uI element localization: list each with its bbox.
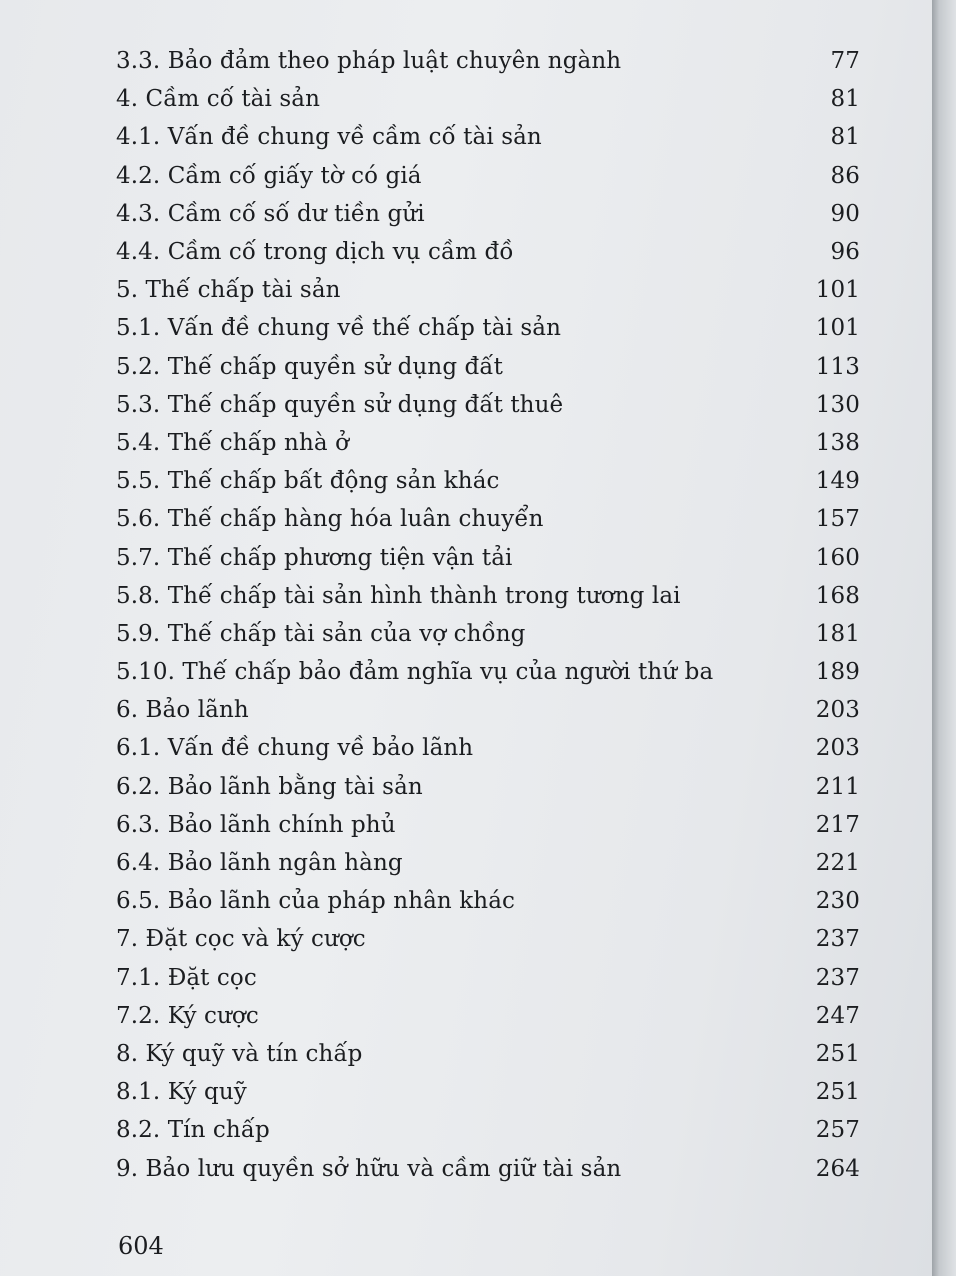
toc-entry-page: 237 [815,964,860,991]
toc-entry [116,920,860,958]
toc-entry-page: 77 [830,48,860,75]
toc-entry-page: 101 [815,315,860,342]
toc-entry [116,462,860,500]
toc-entry-title: 8.2. Tín chấp [116,1117,270,1144]
toc-entry-page: 230 [815,888,860,915]
toc-entry-page: 211 [815,773,860,800]
toc-entry-title: 5.3. Thế chấp quyền sử dụng đất thuê [116,391,564,418]
toc-entry-title: 8.1. Ký quỹ [116,1079,247,1106]
toc-entry-page: 264 [815,1155,860,1182]
toc-entry-title: 6.4. Bảo lãnh ngân hàng [116,850,403,877]
toc-entry-page: 138 [815,429,860,456]
toc-entry [116,615,860,653]
toc-entry-page: 237 [815,926,860,953]
toc-entry-title: 5.10. Thế chấp bảo đảm nghĩa vụ của người thứ ba [116,659,714,686]
toc-entry [116,233,860,271]
toc-entry-title: 4.3. Cầm cố số dư tiền gửi [116,200,425,227]
toc-entry-page: 203 [815,735,860,762]
toc-entry [116,118,860,156]
toc-entry [116,80,860,118]
toc-entry [116,271,860,309]
toc-entry-page: 86 [830,162,860,189]
page-number: 604 [118,1232,164,1260]
toc-entry-page: 181 [815,620,860,647]
toc-entry [116,348,860,386]
toc-entry-page: 157 [815,506,860,533]
toc-entry-page: 247 [815,1002,860,1029]
toc-entry-title: 4.1. Vấn đề chung về cầm cố tài sản [116,124,542,151]
toc-entry-page: 149 [815,468,860,495]
toc-entry-page: 221 [815,850,860,877]
toc-entry-page: 217 [815,811,860,838]
toc-entry-title: 5.2. Thế chấp quyền sử dụng đất [116,353,503,380]
toc-entry-title: 6.2. Bảo lãnh bằng tài sản [116,773,423,800]
toc-entry-title: 5.8. Thế chấp tài sản hình thành trong tương lai [116,582,681,609]
toc-entry-title: 6.3. Bảo lãnh chính phủ [116,811,396,838]
toc-entry [116,386,860,424]
toc-entry-title: 7. Đặt cọc và ký cược [116,926,366,953]
toc-entry-page: 81 [830,124,860,151]
toc-entry-title: 5.6. Thế chấp hàng hóa luân chuyển [116,506,544,533]
toc-entry-page: 203 [815,697,860,724]
page-edge [932,0,956,1276]
toc-entry-title: 5.1. Vấn đề chung về thế chấp tài sản [116,315,562,342]
toc-entry [116,653,860,691]
toc-entry [116,691,860,729]
toc-entry [116,1149,860,1187]
toc-entry [116,1073,860,1111]
toc-entry [116,882,860,920]
toc-entry-page: 189 [815,659,860,686]
toc-entry-page: 96 [830,239,860,266]
toc-entry-page: 101 [815,277,860,304]
toc-entry-page: 130 [815,391,860,418]
toc-entry [116,729,860,767]
toc-entry [116,309,860,347]
toc-entry [116,997,860,1035]
toc-entry-title: 7.1. Đặt cọc [116,964,257,991]
toc-entry-page: 168 [815,582,860,609]
toc-entry [116,538,860,576]
toc-entry-title: 5.5. Thế chấp bất động sản khác [116,468,500,495]
toc-entry-page: 257 [815,1117,860,1144]
toc-entry [116,1035,860,1073]
toc-entry-title: 9. Bảo lưu quyền sở hữu và cầm giữ tài sản [116,1155,622,1182]
toc-entry-page: 113 [815,353,860,380]
toc-entry-page: 160 [815,544,860,571]
toc-entry-title: 6. Bảo lãnh [116,697,249,724]
toc-entry-page: 81 [830,86,860,113]
toc-entry-title: 5.7. Thế chấp phương tiện vận tải [116,544,513,571]
toc-entry-title: 8. Ký quỹ và tín chấp [116,1040,363,1067]
toc-entry [116,577,860,615]
toc-entry-title: 6.5. Bảo lãnh của pháp nhân khác [116,888,515,915]
toc-entry-title: 7.2. Ký cược [116,1002,259,1029]
toc-entry [116,1111,860,1149]
toc-entry-page: 251 [815,1040,860,1067]
toc-entry [116,959,860,997]
toc-entry [116,195,860,233]
toc-entry-page: 251 [815,1079,860,1106]
toc-entry [116,500,860,538]
toc-entry [116,424,860,462]
toc-entry-title: 4.2. Cầm cố giấy tờ có giá [116,162,422,189]
toc-entry [116,768,860,806]
toc-entry-title: 5. Thế chấp tài sản [116,277,341,304]
toc-entry-title: 4. Cầm cố tài sản [116,86,320,113]
table-of-contents [116,42,860,1188]
toc-entry-title: 3.3. Bảo đảm theo pháp luật chuyên ngành [116,48,622,75]
toc-entry-title: 5.4. Thế chấp nhà ở [116,429,350,456]
toc-entry-title: 4.4. Cầm cố trong dịch vụ cầm đồ [116,239,514,266]
toc-entry-title: 5.9. Thế chấp tài sản của vợ chồng [116,620,526,647]
toc-entry [116,157,860,195]
toc-entry-page: 90 [830,200,860,227]
toc-entry [116,844,860,882]
toc-entry-title: 6.1. Vấn đề chung về bảo lãnh [116,735,474,762]
toc-entry [116,42,860,80]
toc-entry [116,806,860,844]
